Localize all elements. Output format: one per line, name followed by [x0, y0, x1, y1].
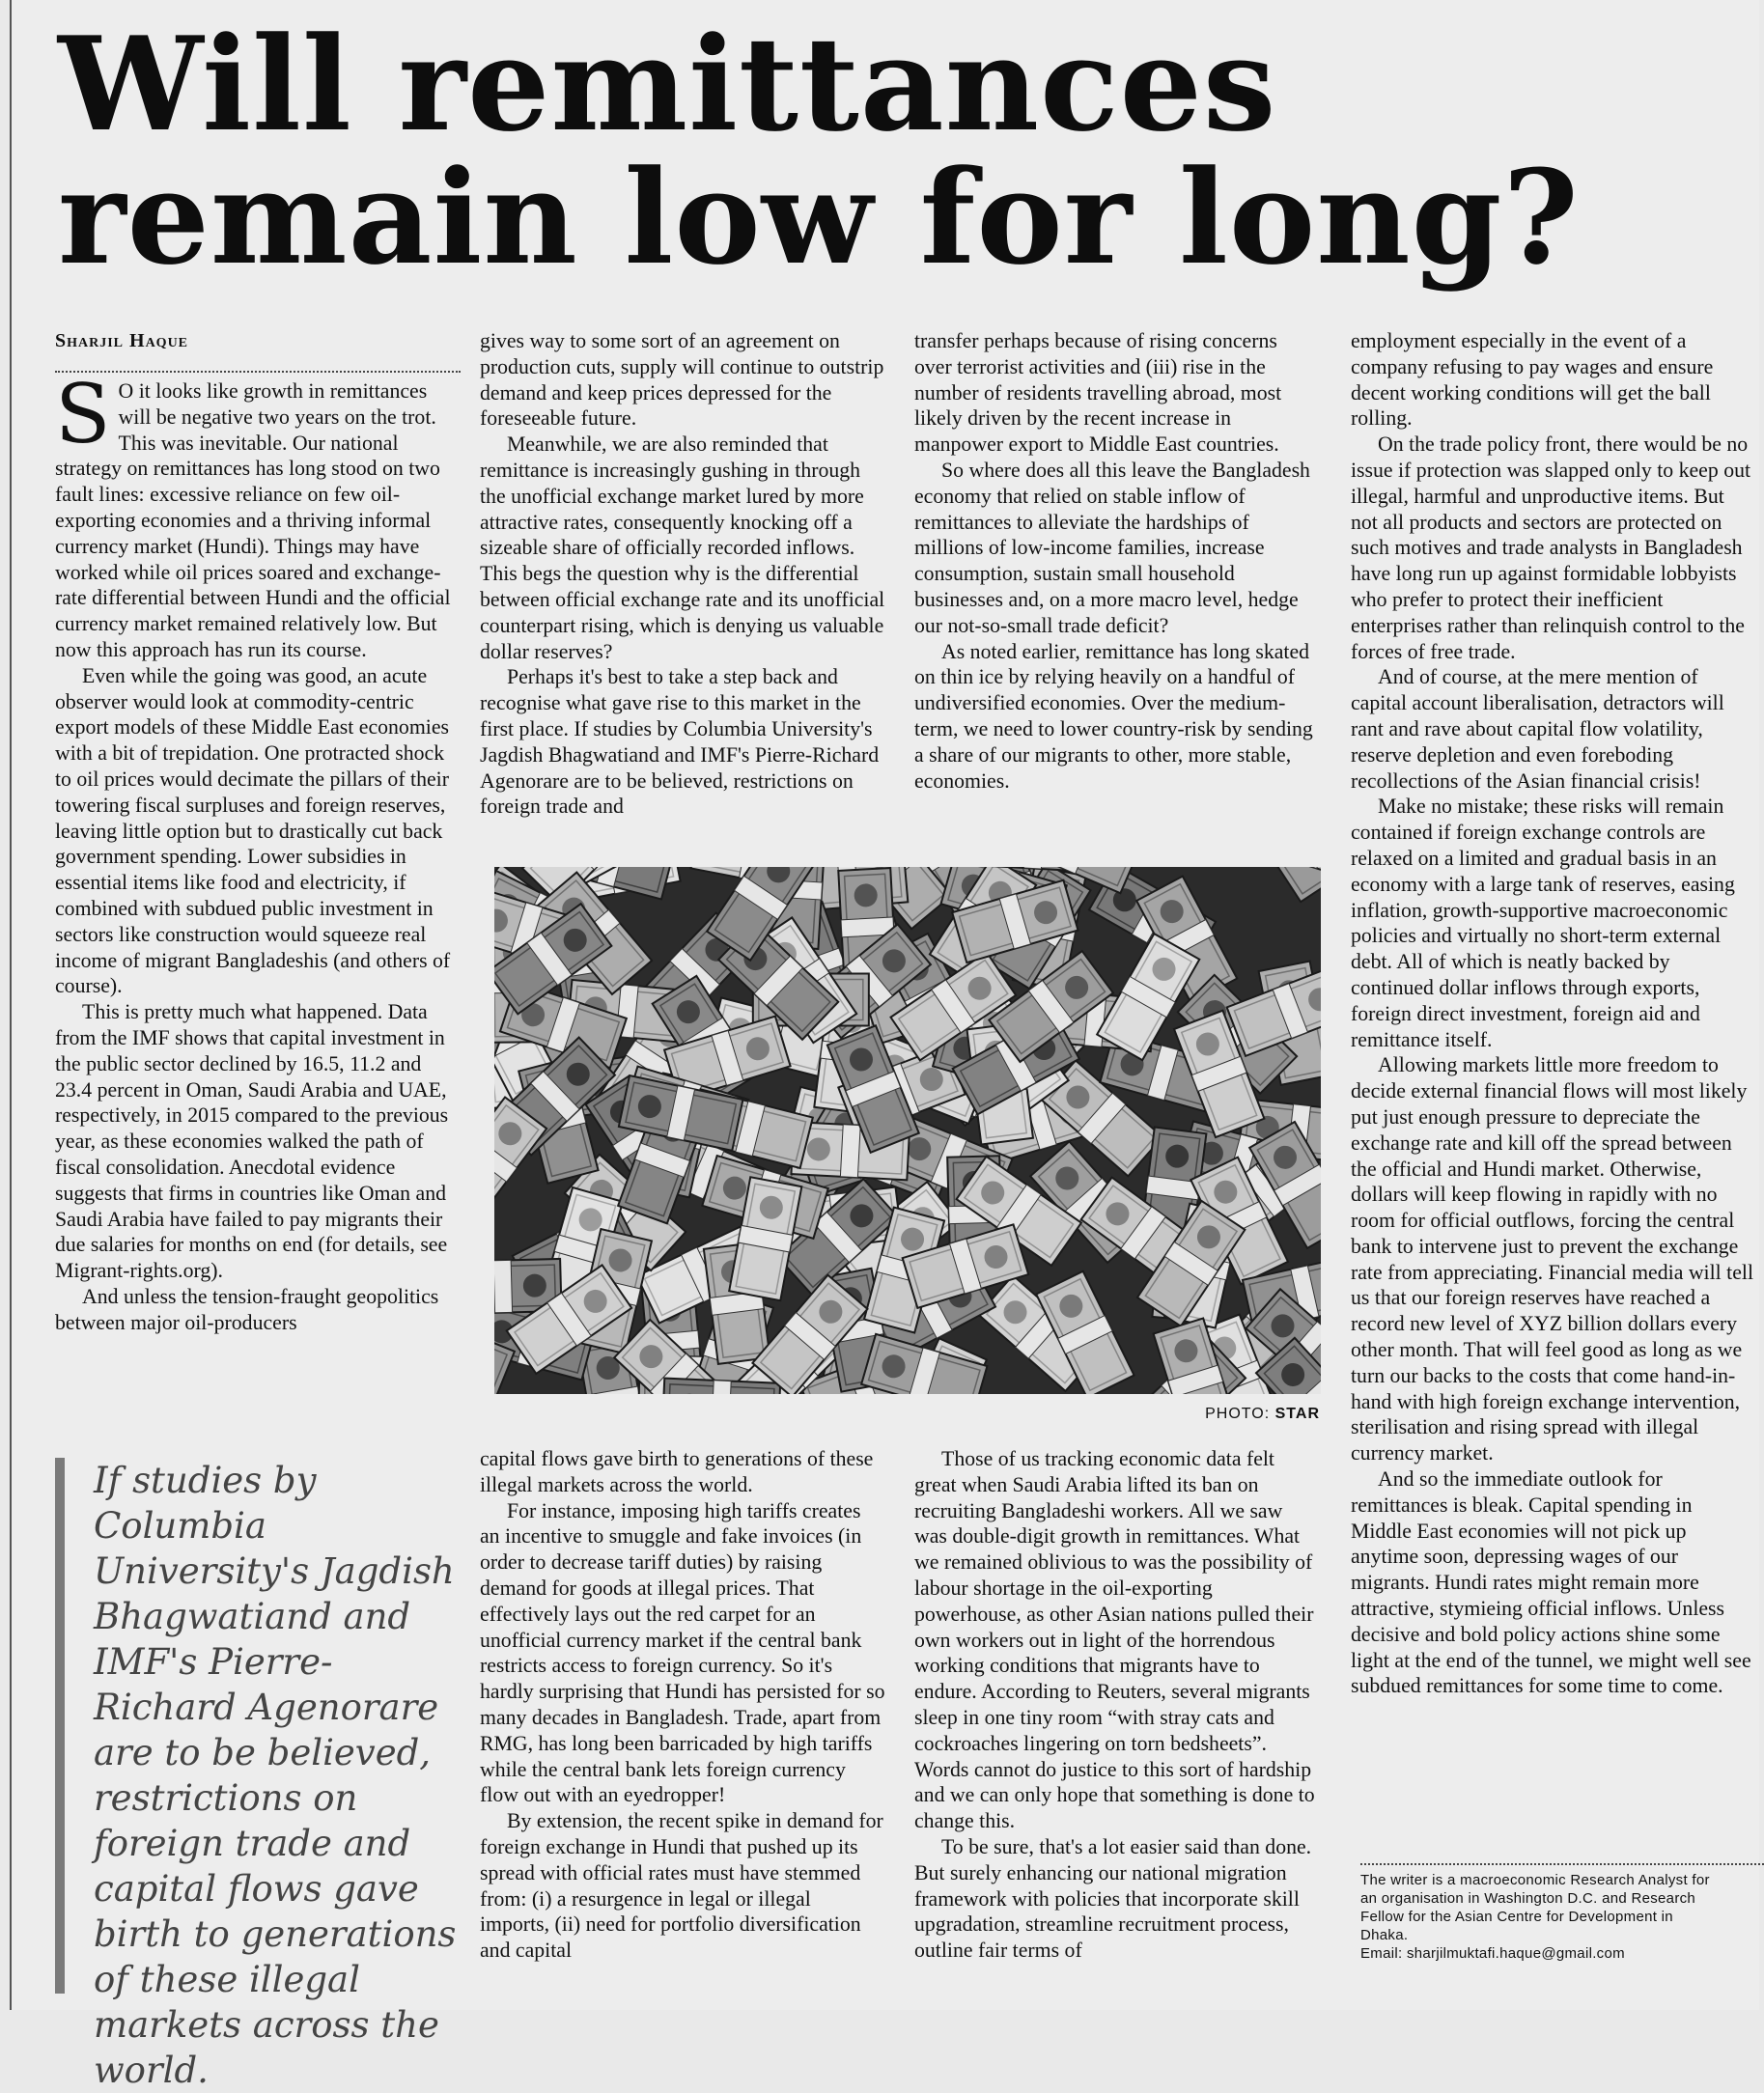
column-3-bottom [914, 1446, 1320, 1964]
article-paragraph: To be sure, that's a lot easier said than done. But surely enhancing our national migration framework with policies that incorporate skill upgradation, streamline recruitment process, outline fair terms of [914, 1834, 1312, 1963]
article-paragraph: And of course, at the mere mention of capital account liberalisation, detractors will rant and rave about capital flow volatility, reserve depletion and even foreboding recollections of the Asian financial crisis! [1351, 665, 1724, 793]
author-note-line: an organisation in Washington D.C. and Research [1360, 1890, 1696, 1907]
author-note-divider [1360, 1863, 1764, 1865]
article-paragraph: By extension, the recent spike in demand for foreign exchange in Hundi that pushed up its spread with official rates must have stemmed from: (i) a resurgence in legal or illegal imports, (ii) need for portfolio diversification and capital [480, 1809, 883, 1963]
column-2-bottom [480, 1446, 885, 1964]
article-paragraph: Allowing markets little more freedom to decide external financial flows will most likely put just enough pressure to depreciate the exchange rate and kill off the spread between the official and Hundi market. Otherwise, dollars will keep flowing in rapidly with no room for official outflows, forcing the central bank to intervene just to prevent the exchange rate from appreciating. Financial media will tell us that our foreign reserves have reached a record new level of XYZ billion dollars every other month. That will feel good as long as we turn our backs to the costs that come hand-in-hand with high foreign exchange intervention, sterilisation and rising spread with illegal currency market. [1351, 1053, 1754, 1465]
article-paragraph: transfer perhaps because of rising concerns over terrorist activities and (iii) rise in the number of residents travelling abroad, most likely driven by the recent increase in manpower export to Middle East countries. [914, 329, 1282, 457]
article-paragraph: Meanwhile, we are also reminded that remittance is increasingly gushing in through the unofficial exchange market lured by more attractive rates, consequently knocking off a sizeable share of officially recorded inflows. This begs the question why is the differential between official exchange rate and its unofficial counterpart rising, which is denying us valuable dollar reserves? [480, 433, 885, 663]
banknote-bundles-icon [494, 867, 1321, 1394]
drop-cap: S [55, 367, 111, 461]
byline: Sharjil Haque [55, 330, 189, 351]
banknote-bundles-photo [494, 867, 1321, 1394]
article-paragraph: And so the immediate outlook for remittances is bleak. Capital spending in Middle East economies will not pick up anytime soon, depressing wages of our migrants. Hundi rates might remain more attractive, stymieing official inflows. Unless decisive and bold policy actions shine some light at the end of the tunnel, we might well see subdued remittances for some time to come. [1351, 1467, 1751, 1698]
column-2-top [480, 328, 885, 820]
author-note-line: Dhaka. [1360, 1927, 1409, 1943]
article-paragraph: And unless the tension-fraught geopolitics between major oil-producers [55, 1284, 439, 1334]
photo-credit [1122, 1406, 1320, 1423]
byline-divider [55, 371, 461, 373]
article-paragraph: employment especially in the event of a company refusing to pay wages and ensure decent working conditions will get the ball rolling. [1351, 329, 1714, 431]
article-paragraph: This is pretty much what happened. Data from the IMF shows that capital investment in the public sector declined by 16.5, 11.2 and 23.4 percent in Oman, Saudi Arabia and UAE, respectively, in 2015 compared to the previous year, as these economies walked the path of fiscal consolidation. Anecdotal evidence suggests that firms in countries like Oman and Saudi Arabia have failed to pay migrants their due salaries for months on end (for details, see Migrant-rights.org). [55, 1000, 449, 1283]
headline: Will remittances remain low for long? [58, 8, 1580, 293]
author-note-line: The writer is a macroeconomic Research Analyst for [1360, 1872, 1710, 1888]
pull-quote: If studies by Columbia University's Jagdish Bhagwatiand and IMF's Pierre-Richard Agenorare are to be believed, restrictions on foreign trade and capital flows gave birth to generations of these illegal markets across the world. [55, 1458, 461, 1994]
article-paragraph: As noted earlier, remittance has long skated on thin ice by relying heavily on a handful of undiversified economies. Over the medium-term, we need to lower country-risk by sending a share of our migrants to other, more stable, economies. [914, 639, 1313, 793]
article-paragraph: Make no mistake; these risks will remain contained if foreign exchange controls are relaxed on a limited and gradual basis in an economy with a large tank of reserves, easing inflation, growth-supportive macroeconomic policies and virtually no short-term external debt. All of which is neatly backed by continued dollar inflows through exports, foreign direct investment, foreign aid and remittance itself. [1351, 795, 1735, 1051]
article-paragraph: capital flows gave birth to generations of these illegal markets across the world. [480, 1447, 874, 1496]
column-1 [55, 367, 461, 1335]
column-3-top [914, 328, 1320, 794]
article-paragraph: Even while the going was good, an acute observer would look at commodity-centric export models of these Middle East economies with a bit of trepidation. One protracted shock to oil prices would decimate the pillars of their towering fiscal surpluses and foreign reserves, leaving little option but to drastically cut back government spending. Lower subsidies in essential items like food and electricity, if combined with subdued public investment in sectors like construction would squeeze real income of migrant Bangladeshis (and others of course). [55, 663, 451, 998]
article-paragraph: Perhaps it's best to take a step back and recognise what gave rise to this market in the first place. If studies by Columbia University's Jagdish Bhagwatiand and IMF's Pierre-Richard Agenorare are to be believed, restrictions on foreign trade and [480, 665, 880, 819]
article-paragraph: On the trade policy front, there would be no issue if protection was slapped only to keep out illegal, harmful and unproductive items. But not all products and sectors are protected on such motives and trade analysts in Bangladesh have long run up against formidable lobbyists who prefer to protect their inefficient enterprises rather than relinquish control to the forces of free trade. [1351, 433, 1751, 663]
article-paragraph: Those of us tracking economic data felt great when Saudi Arabia lifted its ban on recruiting Bangladeshi workers. All we saw was double-digit growth in remittances. What we remained oblivious to was the possibility of labour shortage in the oil-exporting powerhouse, as other Asian nations pulled their own workers out in light of the horrendous working conditions that migrants have to endure. According to Reuters, several migrants sleep in one tiny room “with stray cats and cockroaches lingering on torn bedsheets”. Words cannot do justice to this sort of hardship and we can only hope that something is done to change this. [914, 1447, 1315, 1833]
article-paragraph: For instance, imposing high tariffs creates an incentive to smuggle and fake invoices (in order to decrease tariff duties) by raising demand for goods at illegal prices. That effectively lays out the red carpet for an unofficial currency market if the central bank restricts access to foreign currency. So it's hardly surprising that Hundi has persisted for so many decades in Bangladesh. Trade, apart from RMG, has long been barricaded by high tariffs while the central bank lets foreign currency flow out with an eyedropper! [480, 1498, 885, 1807]
photo-credit-label: PHOTO: [1205, 1406, 1271, 1422]
author-note [1360, 1871, 1764, 1963]
article-paragraph: So where does all this leave the Bangladesh economy that relied on stable inflow of remittances to alleviate the hardships of millions of low-income families, increase consumption, sustain small household businesses and, on a more macro level, hedge our not-so-small trade deficit? [914, 458, 1310, 637]
article-paragraph: S O it looks like growth in remittances will be negative two years on the trot. This was inevitable. Our national strategy on remittances has long stood on two fault lines: excessive reliance on few oil-exporting economies and a thriving informal currency market (Hundi). Things may have worked while oil prices soared and exchange-rate differential between Hundi and the official currency market remained relatively low. But now this approach has run its course. [55, 367, 451, 661]
column-4 [1351, 328, 1756, 1699]
newspaper-page [10, 0, 1759, 2091]
photo-credit-source: STAR [1274, 1406, 1320, 1422]
article-paragraph: gives way to some sort of an agreement on production cuts, supply will continue to outstrip demand and keep prices depressed for the foreseeable future. [480, 329, 884, 431]
author-email: Email: sharjilmuktafi.haque@gmail.com [1360, 1945, 1625, 1962]
author-note-line: Fellow for the Asian Centre for Development in [1360, 1909, 1673, 1925]
